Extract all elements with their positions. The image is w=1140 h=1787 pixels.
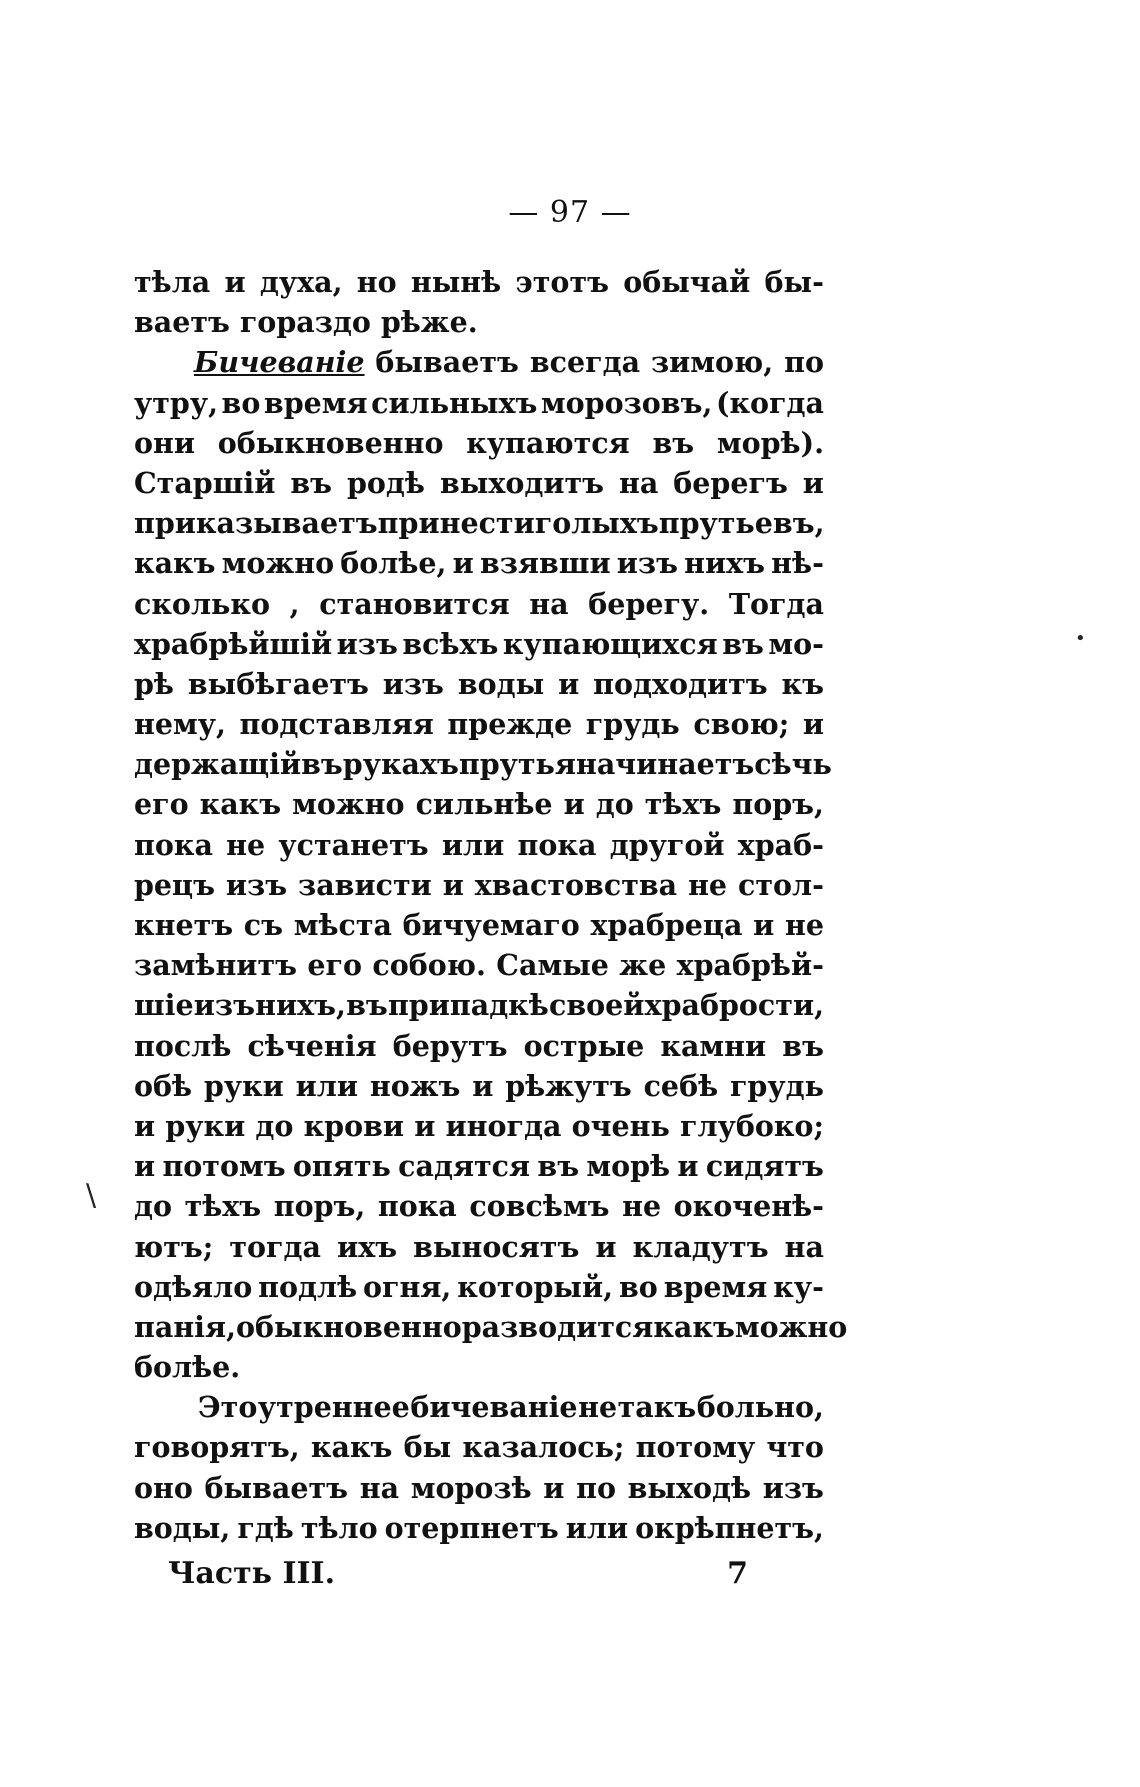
text-line: панія, обыкновенно разводится какъ можно [134, 1309, 848, 1344]
text-line: болѣе. [134, 1350, 241, 1385]
text-line: утру, во время сильныхъ морозовъ, (когда [134, 385, 824, 420]
text-line: оно бываетъ на морозѣ и по выходѣ изъ [134, 1470, 824, 1505]
text-line: Бичеваніе бываетъ всегда зимою, по [194, 345, 824, 380]
text-line: и руки до крови и иногда очень глубоко; [134, 1108, 824, 1143]
text-line: сколько , становится на берегу. Тогда [134, 586, 824, 621]
text-line: воды, гдѣ тѣло отерпнетъ или окрѣпнетъ, [134, 1510, 824, 1545]
text-line: рецъ изъ зависти и хвастовства не стол- [134, 867, 824, 902]
text-line: шіе изъ нихъ, въ припадкѣ своей храбрости, [134, 988, 824, 1023]
text-line: до тѣхъ поръ, пока совсѣмъ не окоченѣ- [134, 1189, 824, 1224]
text-line: и потомъ опять садятся въ морѣ и сидятъ [134, 1149, 824, 1184]
text-line: ютъ; тогда ихъ выносятъ и кладутъ на [134, 1229, 824, 1264]
text-line: храбрѣйшій изъ всѣхъ купающихся въ мо- [134, 626, 824, 661]
text-line: говорятъ, какъ бы казалось; потому что [134, 1430, 824, 1465]
text-line: держащій въ рукахъ прутья начинаетъ сѣчь [134, 747, 832, 782]
text-line: пока не устанетъ или пока другой храб- [134, 827, 824, 862]
text-line: Старшій въ родѣ выходитъ на берегъ и [134, 465, 824, 500]
text-line: какъ можно болѣе, и взявши изъ нихъ нѣ- [134, 546, 824, 581]
text-line: Это утреннее бичеваніе не такъ больно, [198, 1390, 824, 1425]
text-line: приказываетъ принести голыхъ прутьевъ, [134, 506, 825, 541]
margin-speck: • [1075, 628, 1086, 649]
margin-stroke: \ [86, 1178, 97, 1213]
text-line: его какъ можно сильнѣе и до тѣхъ поръ, [134, 787, 824, 822]
page-footer [168, 1556, 768, 1591]
text-line: обѣ руки или ножъ и рѣжутъ себѣ грудь [134, 1068, 824, 1103]
text-line: одѣяло подлѣ огня, который, во время ку- [134, 1269, 824, 1304]
body-text [134, 262, 848, 1548]
signature-mark: 7 [727, 1556, 748, 1591]
text-line: замѣнитъ его собою. Самые же храбрѣй- [134, 948, 824, 983]
text-line: ваетъ гораздо рѣже. [134, 305, 478, 340]
text-line: рѣ выбѣгаетъ изъ воды и подходитъ къ [134, 666, 824, 701]
text-line: кнетъ съ мѣста бичуемаго храбреца и не [134, 908, 824, 942]
text-line: послѣ сѣченія берутъ острые камни въ [134, 1028, 824, 1063]
page-number: — 97 — [508, 195, 632, 230]
part-label: Часть III. [168, 1556, 336, 1591]
text-line: они обыкновенно купаются въ морѣ). [134, 425, 824, 460]
text-line: тѣла и духа, но нынѣ этотъ обычай бы- [134, 265, 824, 299]
text-line: нему, подставляя прежде грудь свою; и [134, 707, 824, 742]
